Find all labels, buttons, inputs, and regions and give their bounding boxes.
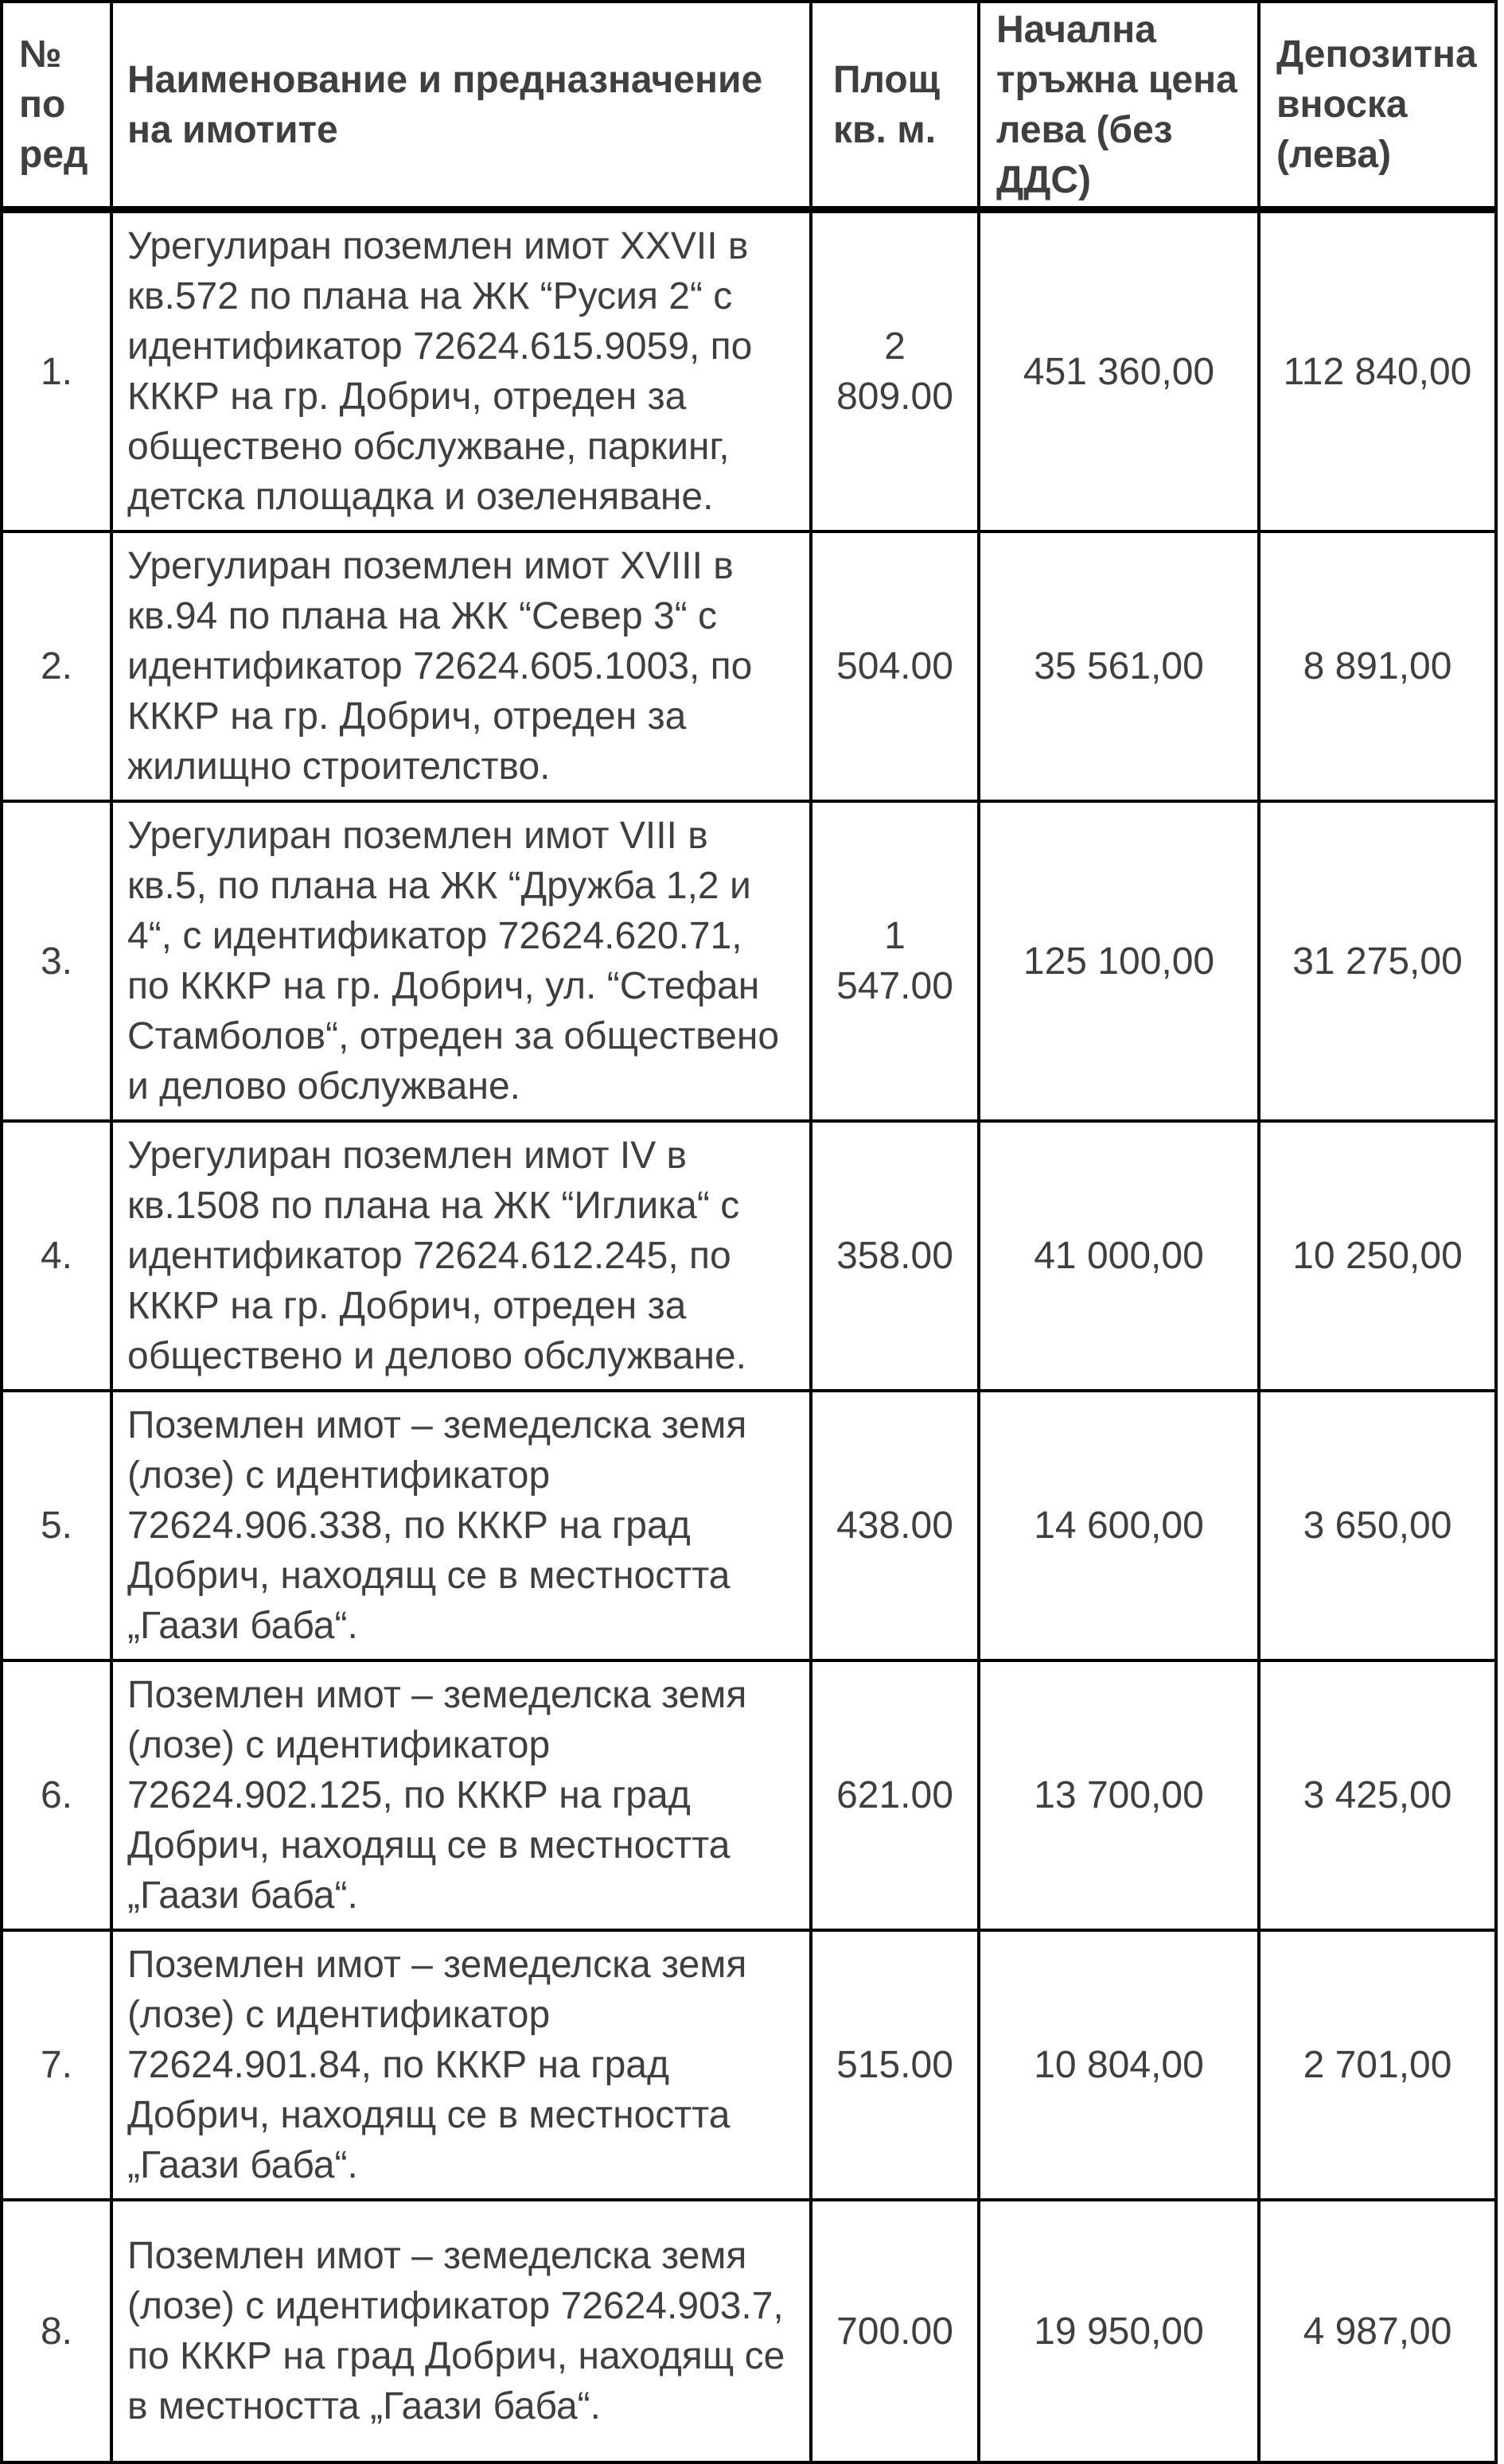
cell-price: 41 000,00 xyxy=(979,1121,1259,1391)
column-header-name: Наименование и предназначение на имотите xyxy=(111,2,811,210)
cell-area: 438.00 xyxy=(811,1391,979,1660)
table-row xyxy=(2,531,1496,801)
cell-price: 19 950,00 xyxy=(979,2200,1259,2462)
table-row xyxy=(2,1660,1496,1930)
cell-name: Поземлен имот – земеделска земя (лозе) с идентификатор 72624.903.7, по КККР на град Добрич, находящ се в местността „Гаази баба“. xyxy=(111,2200,811,2462)
cell-name: Урегулиран поземлен имот VIII в кв.5, по плана на ЖК “Дружба 1,2 и 4“, с идентификатор 72624.620.71, по КККР на гр. Добрич, ул. “Стефан Стамболов“, отреден за обществено и делово обслужване. xyxy=(111,801,811,1121)
cell-deposit: 112 840,00 xyxy=(1259,210,1496,532)
table-body xyxy=(2,210,1496,2463)
cell-area: 504.00 xyxy=(811,531,979,801)
table-row xyxy=(2,1930,1496,2200)
cell-number: 6. xyxy=(2,1660,111,1930)
cell-area: 515.00 xyxy=(811,1930,979,2200)
cell-name: Поземлен имот – земеделска земя (лозе) с идентификатор 72624.902.125, по КККР на град Добрич, находящ се в местността „Гаази баба“. xyxy=(111,1660,811,1930)
cell-price: 10 804,00 xyxy=(979,1930,1259,2200)
cell-price: 35 561,00 xyxy=(979,531,1259,801)
cell-name: Урегулиран поземлен имот IV в кв.1508 по плана на ЖК “Иглика“ с идентификатор 72624.612.245, по КККР на гр. Добрич, отреден за обществено и делово обслужване. xyxy=(111,1121,811,1391)
cell-name: Урегулиран поземлен имот XXVII в кв.572 по плана на ЖК “Русия 2“ с идентификатор 72624.615.9059, по КККР на гр. Добрич, отреден за обществено обслужване, паркинг, детска площадка и озеленяване. xyxy=(111,210,811,532)
cell-number: 5. xyxy=(2,1391,111,1660)
cell-price: 125 100,00 xyxy=(979,801,1259,1121)
cell-number: 3. xyxy=(2,801,111,1121)
table-header xyxy=(2,2,1496,210)
cell-deposit: 3 650,00 xyxy=(1259,1391,1496,1660)
cell-number: 8. xyxy=(2,2200,111,2462)
header-row xyxy=(2,2,1496,210)
cell-deposit: 31 275,00 xyxy=(1259,801,1496,1121)
cell-deposit: 3 425,00 xyxy=(1259,1660,1496,1930)
cell-area: 358.00 xyxy=(811,1121,979,1391)
cell-number: 4. xyxy=(2,1121,111,1391)
cell-price: 13 700,00 xyxy=(979,1660,1259,1930)
cell-area: 2 809.00 xyxy=(811,210,979,532)
cell-deposit: 8 891,00 xyxy=(1259,531,1496,801)
cell-name: Поземлен имот – земеделска земя (лозе) с идентификатор 72624.901.84, по КККР на град Добрич, находящ се в местността „Гаази баба“. xyxy=(111,1930,811,2200)
column-header-area: Площ кв. м. xyxy=(811,2,979,210)
cell-deposit: 10 250,00 xyxy=(1259,1121,1496,1391)
cell-deposit: 4 987,00 xyxy=(1259,2200,1496,2462)
cell-number: 1. xyxy=(2,210,111,532)
cell-number: 2. xyxy=(2,531,111,801)
table-row xyxy=(2,1121,1496,1391)
cell-area: 1 547.00 xyxy=(811,801,979,1121)
cell-name: Поземлен имот – земеделска земя (лозе) с идентификатор 72624.906.338, по КККР на град Добрич, находящ се в местността „Гаази баба“. xyxy=(111,1391,811,1660)
table-row xyxy=(2,210,1496,532)
column-header-price: Начална тръжна цена лева (без ДДС) xyxy=(979,2,1259,210)
cell-area: 621.00 xyxy=(811,1660,979,1930)
cell-price: 451 360,00 xyxy=(979,210,1259,532)
table-row xyxy=(2,1391,1496,1660)
cell-number: 7. xyxy=(2,1930,111,2200)
column-header-deposit: Депозитна вноска (лева) xyxy=(1259,2,1496,210)
table-row xyxy=(2,2200,1496,2462)
table-row xyxy=(2,801,1496,1121)
column-header-number: № по ред xyxy=(2,2,111,210)
cell-deposit: 2 701,00 xyxy=(1259,1930,1496,2200)
cell-name: Урегулиран поземлен имот XVIII в кв.94 по плана на ЖК “Север 3“ с идентификатор 72624.605.1003, по КККР на гр. Добрич, отреден за жилищно строителство. xyxy=(111,531,811,801)
cell-area: 700.00 xyxy=(811,2200,979,2462)
cell-price: 14 600,00 xyxy=(979,1391,1259,1660)
